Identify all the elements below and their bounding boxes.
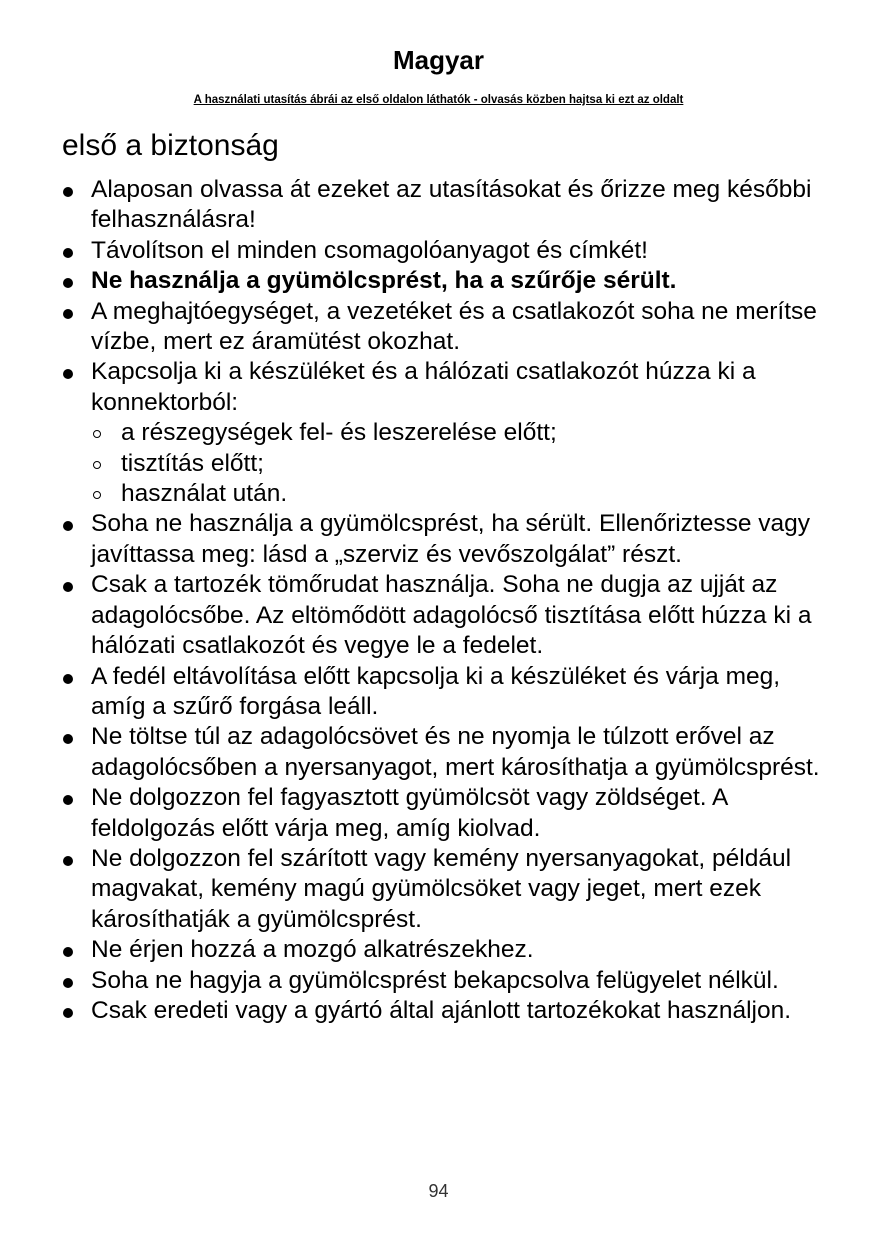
list-item-text: Soha ne használja a gyümölcsprést, ha sérült. Ellenőriztesse vagy javíttassa meg: lásd a „szerviz és vevőszolgálat” részt. — [91, 510, 811, 568]
list-item-text: A meghajtóegységet, a vezetéket és a csatlakozót soha ne merítse vízbe, mert ez áramütést okozhat. — [91, 297, 817, 356]
sub-list-item-text: használat után. — [121, 480, 288, 508]
page-number: 94 — [428, 1181, 449, 1201]
list-item — [62, 996, 822, 1026]
bullet-icon — [63, 582, 73, 592]
sub-list-item-text: a részegységek fel- és leszerelése előtt; — [121, 419, 557, 447]
bullet-icon — [63, 978, 73, 988]
list-item-text: Ne érjen hozzá a mozgó alkatrészekhez. — [91, 936, 534, 964]
list-item — [62, 175, 822, 236]
list-item — [62, 570, 822, 661]
list-item — [62, 844, 822, 935]
list-item — [62, 662, 822, 723]
list-item — [62, 236, 822, 266]
list-item-text: Alaposan olvassa át ezeket az utasításokat és őrizze meg későbbi felhasználásra! — [91, 176, 812, 234]
page-title: Magyar — [392, 45, 485, 75]
sub-list-item — [91, 449, 822, 479]
list-item-text: Ne dolgozzon fel szárított vagy kemény nyersanyagokat, például magvakat, kemény magú gyümölcsöket vagy jeget, mert ezek károsíthatják a gyümölcsprést. — [91, 844, 792, 933]
sub-list-item — [91, 479, 822, 509]
list-item-text: Csak a tartozék tömőrudat használja. Soha ne dugja az ujját az adagolócsőbe. Az eltömődött adagolócső tisztítása előtt húzza ki a hálózati csatlakozót és vegye le a fedelet. — [91, 571, 812, 660]
bullet-icon — [63, 369, 73, 379]
list-item-text: Távolítson el minden csomagolóanyagot és címkét! — [91, 236, 648, 264]
list-item-text: Ne dolgozzon fel fagyasztott gyümölcsöt vagy zöldséget. A feldolgozás előtt várja meg, amíg kiolvad. — [91, 784, 728, 842]
bullet-icon — [63, 521, 73, 531]
list-item-text: Ne használja a gyümölcsprést, ha a szűrője sérült. — [91, 267, 677, 295]
list-item — [62, 722, 822, 783]
list-item-text: Soha ne hagyja a gyümölcsprést bekapcsolva felügyelet nélkül. — [91, 966, 779, 994]
list-item-text: Kapcsolja ki a készüléket és a hálózati csatlakozót húzza ki a konnektorból: — [91, 358, 756, 416]
list-item — [62, 783, 822, 844]
bullet-icon — [63, 856, 73, 866]
bullet-icon — [63, 1008, 73, 1018]
bullet-icon — [63, 734, 73, 744]
sublist — [91, 418, 822, 509]
list-item — [62, 966, 822, 996]
bullet-icon — [63, 674, 73, 684]
bullet-icon — [63, 947, 73, 957]
bullet-icon — [63, 248, 73, 258]
safety-list — [62, 175, 822, 1026]
bullet-icon — [63, 309, 73, 319]
bullet-icon — [63, 795, 73, 805]
list-item — [62, 509, 822, 570]
sub-list-item-text: tisztítás előtt; — [121, 449, 264, 477]
list-item — [62, 357, 822, 509]
circle-bullet-icon — [93, 461, 101, 469]
sub-list-item — [91, 418, 822, 448]
list-item-text: Csak eredeti vagy a gyártó által ajánlott tartozékokat használjon. — [91, 996, 792, 1024]
list-item — [62, 935, 822, 965]
circle-bullet-icon — [93, 430, 101, 438]
bullet-icon — [63, 187, 73, 197]
circle-bullet-icon — [93, 491, 101, 499]
list-item — [62, 266, 822, 296]
list-item-text: A fedél eltávolítása előtt kapcsolja ki a készüléket és várja meg, amíg a szűrő forgása leáll. — [91, 662, 781, 720]
list-item-text: Ne töltse túl az adagolócsövet és ne nyomja le túlzott erővel az adagolócsőben a nyersanyagot, mert károsíthatja a gyümölcsprést. — [91, 723, 820, 781]
bullet-icon — [63, 278, 73, 288]
list-item — [62, 297, 822, 358]
section-title: első a biztonság — [62, 129, 279, 162]
subheading: A használati utasítás ábrái az első oldalon láthatók - olvasás közben hajtsa ki ezt az oldalt — [193, 94, 684, 106]
